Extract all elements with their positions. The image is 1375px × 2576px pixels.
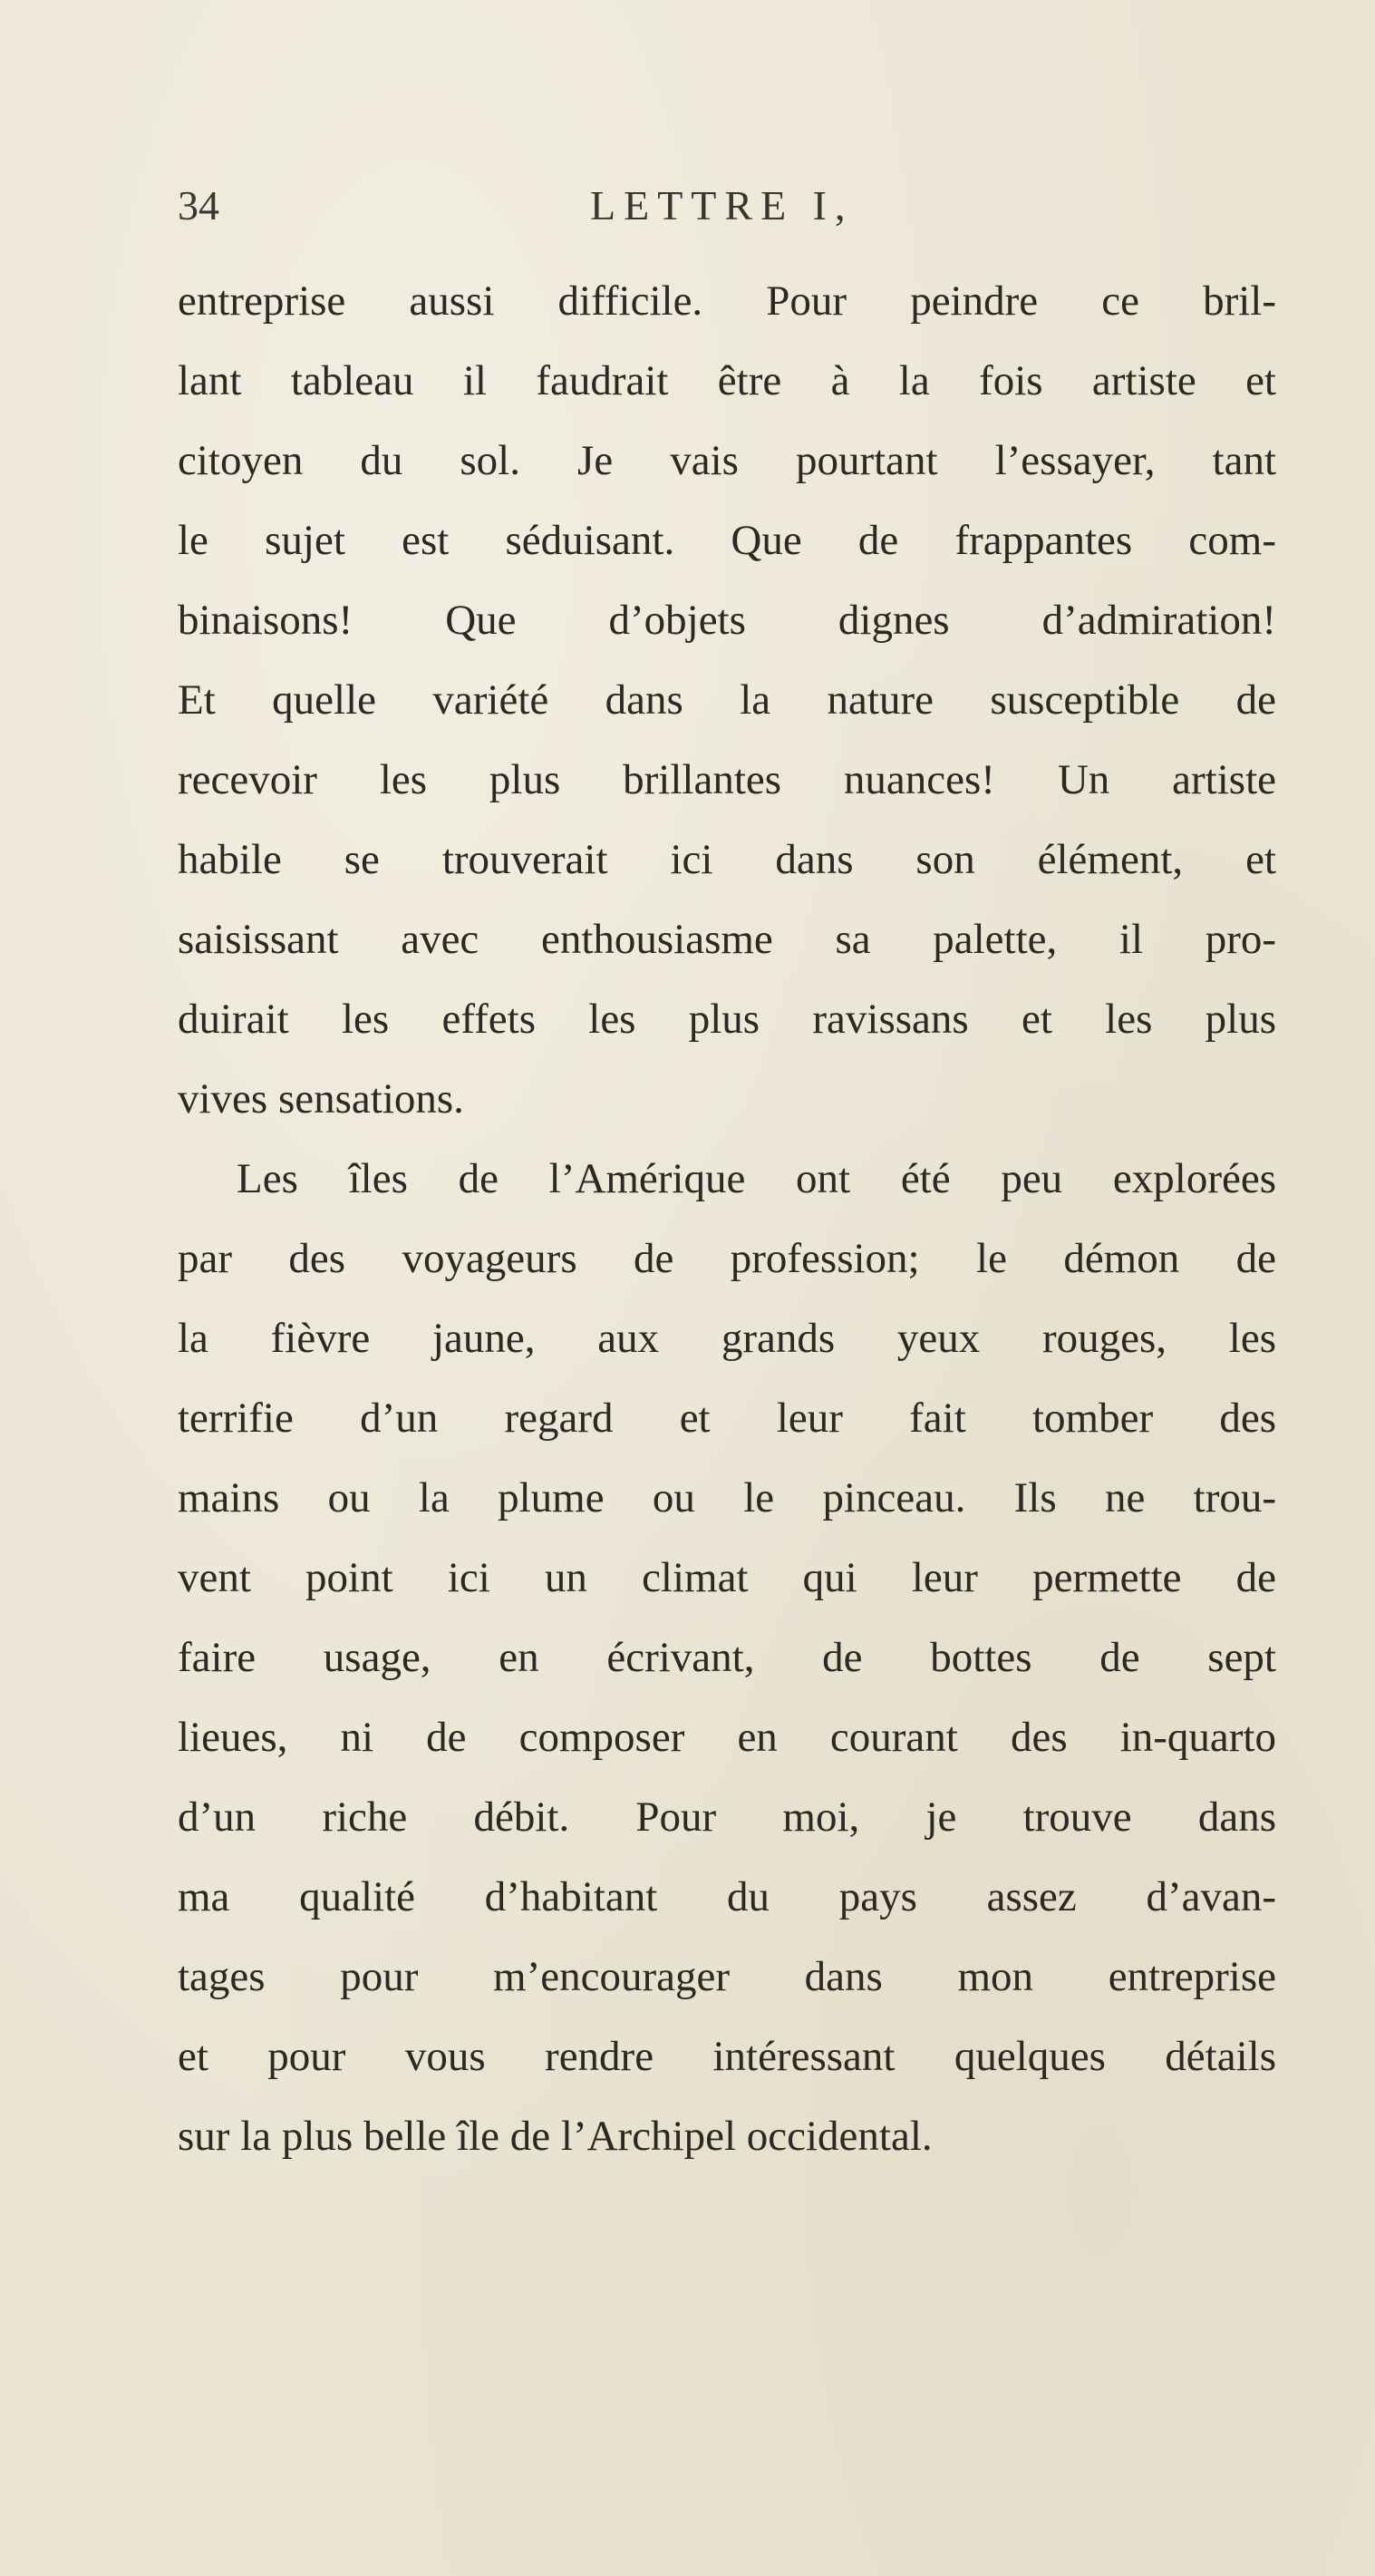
text-line: faire usage, en écrivant, de bottes de sept (178, 1634, 1276, 1681)
text-line: Et quelle variété dans la nature susceptible de (178, 676, 1276, 724)
text-line: le sujet est séduisant. Que de frappantes com- (178, 517, 1276, 564)
text-line: recevoir les plus brillantes nuances! Un artiste (178, 756, 1276, 803)
text-line: vent point ici un climat qui leur permette de (178, 1554, 1276, 1601)
text-line: duirait les effets les plus ravissans et les plus (178, 996, 1276, 1043)
text-line: entreprise aussi difficile. Pour peindre ce bril- (178, 277, 1276, 325)
running-head-title: LETTRE I, (590, 182, 854, 228)
text-line: Les îles de l’Amérique ont été peu explorées (237, 1155, 1276, 1202)
text-line: la fièvre jaune, aux grands yeux rouges, les (178, 1315, 1276, 1362)
text-line: saisissant avec enthousiasme sa palette, il pro- (178, 916, 1276, 963)
text-line: tages pour m’encourager dans mon entreprise (178, 1953, 1276, 2000)
text-line: d’un riche débit. Pour moi, je trouve dans (178, 1793, 1276, 1841)
text-line: par des voyageurs de profession; le démon de (178, 1235, 1276, 1282)
text-line: et pour vous rendre intéressant quelques détails (178, 2033, 1276, 2080)
body-text (178, 261, 1276, 2176)
text-line: lant tableau il faudrait être à la fois artiste et (178, 357, 1276, 404)
text-line: habile se trouverait ici dans son élément, et (178, 836, 1276, 883)
paragraph-2 (178, 1139, 1276, 2176)
text-line: vives sensations. (178, 1075, 464, 1123)
paragraph-1 (178, 261, 1276, 1139)
text-line: sur la plus belle île de l’Archipel occidental. (178, 2113, 933, 2160)
text-line: citoyen du sol. Je vais pourtant l’essayer, tant (178, 437, 1276, 484)
text-line: ma qualité d’habitant du pays assez d’avan- (178, 1873, 1276, 1920)
page-number: 34 (178, 182, 219, 228)
text-line: lieues, ni de composer en courant des in-quarto (178, 1714, 1276, 1761)
text-line: mains ou la plume ou le pinceau. Ils ne trou- (178, 1474, 1276, 1521)
running-head (178, 181, 1274, 236)
text-line: binaisons! Que d’objets dignes d’admiration! (178, 597, 1276, 644)
text-line: terrifie d’un regard et leur fait tomber des (178, 1395, 1276, 1442)
